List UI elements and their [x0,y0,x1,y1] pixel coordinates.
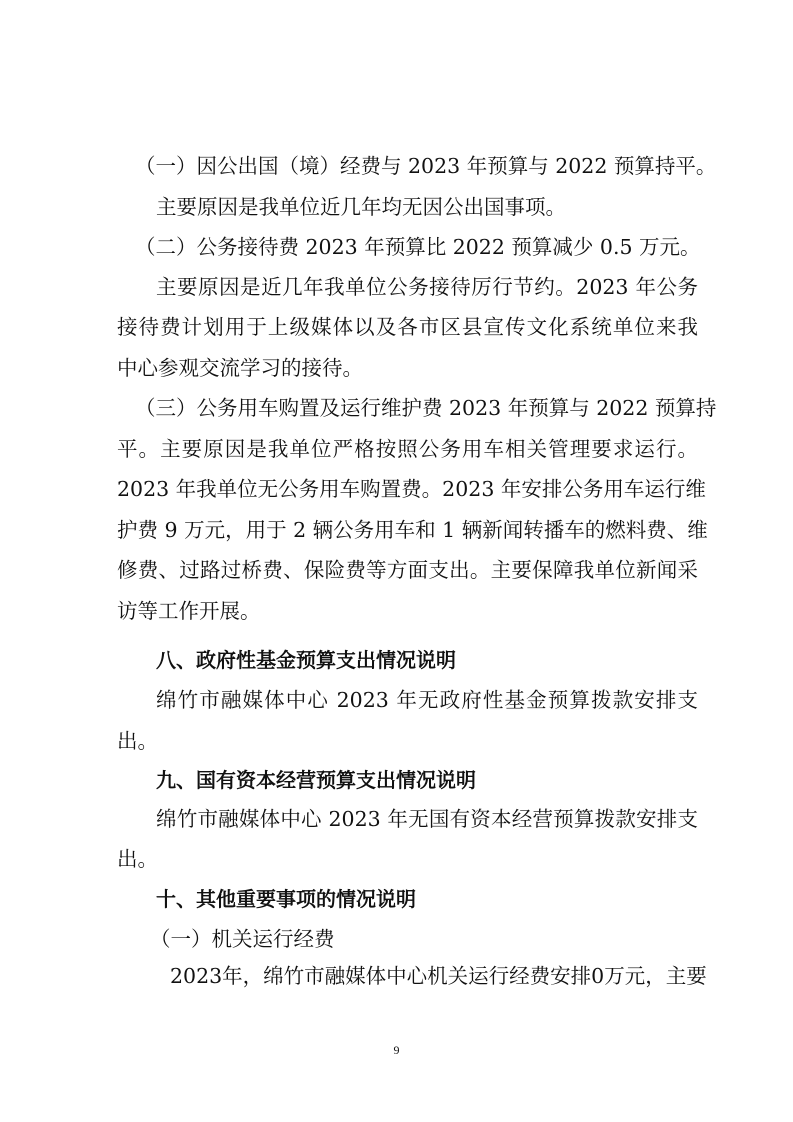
section-heading: 八、政府性基金预算支出情况说明 [156,648,456,672]
paragraph-line: 主要原因是我单位近几年均无因公出国事项。 [156,195,566,219]
paragraph-line: 中心参观交流学习的接待。 [117,356,363,380]
paragraph-line: （一）因公出国（境）经费与 2023 年预算与 2022 预算持平。 [135,154,717,178]
paragraph-line: （二）公务接待费 2023 年预算比 2022 预算减少 0.5 万元。 [135,235,701,259]
paragraph-line: 2023 年我单位无公务用车购置费。2023 年安排公务用车运行维 [117,477,706,501]
paragraph-line: 访等工作开展。 [117,599,261,623]
paragraph-line: 修费、过路过桥费、保险费等方面支出。主要保障我单位新闻采 [117,558,698,582]
paragraph-line: 主要原因是近几年我单位公务接待厉行节约。2023 年公务 [156,275,698,299]
paragraph-line: 接待费计划用于上级媒体以及各市区县宣传文化系统单位来我 [117,315,698,339]
page-number: 9 [393,1043,400,1057]
paragraph-line: （三）公务用车购置及运行维护费 2023 年预算与 2022 预算持 [135,396,717,420]
section-heading: 九、国有资本经营预算支出情况说明 [156,768,476,792]
paragraph-line: 平。主要原因是我单位严格按照公务用车相关管理要求运行。 [117,437,698,461]
paragraph-line: 2023年，绵竹市融媒体中心机关运行经费安排0万元，主要 [170,964,707,988]
paragraph-line: 护费 9 万元，用于 2 辆公务用车和 1 辆新闻转播车的燃料费、维 [117,518,708,542]
paragraph-line: 绵竹市融媒体中心 2023 年无政府性基金预算拨款安排支 [156,688,698,712]
paragraph-line: （一）机关运行经费 [150,927,335,951]
paragraph-line: 出。 [117,729,158,753]
paragraph-line: 出。 [117,847,158,871]
section-heading: 十、其他重要事项的情况说明 [156,887,416,911]
paragraph-line: 绵竹市融媒体中心 2023 年无国有资本经营预算拨款安排支 [156,807,698,831]
